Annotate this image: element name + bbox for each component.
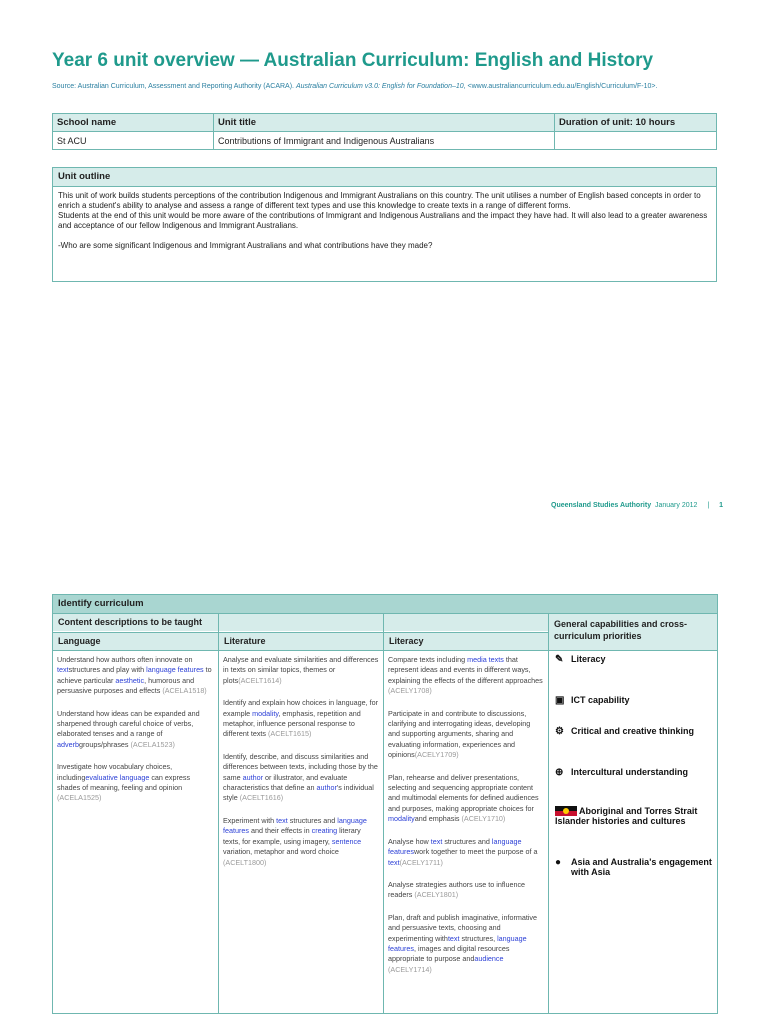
source-suffix: , <www.australiancurriculum.edu.au/English/Curriculum/F-10>.: [463, 83, 658, 90]
general-capabilities-column: [548, 614, 717, 1013]
literature-column-header: Literature: [219, 632, 383, 651]
unit-outline-body: [53, 187, 716, 255]
language-column-body: [53, 651, 218, 820]
outline-paragraph-1: This unit of work builds students perceptions of the contribution Indigenous and Immigrant Australians on this country. The unit utilises a number of English based concepts in order to enrich a student's ability to analyse and assess a range of different text types and use this knowledge to create texts in a range of different forms.: [58, 191, 701, 210]
unit-outline-box: [52, 167, 717, 282]
curriculum-columns: [53, 614, 717, 1013]
language-column-header: Language: [53, 632, 218, 651]
capability-label: ICT capability: [571, 695, 630, 705]
intercultural-icon: ⊕: [555, 767, 564, 778]
capability-literacy: [555, 654, 713, 665]
curriculum-table: [52, 594, 718, 1014]
page-title: Year 6 unit overview — Australian Curriculum: English and History: [52, 50, 654, 71]
outline-paragraph-2: Students at the end of this unit would be more aware of the contributions of Immigrant and Indigenous Australians and the impact they have had. It will also lead to a greater awareness and acceptance of our fellow Indigenous and Immigrant Australians.: [58, 211, 708, 230]
literacy-item: Compare texts including media texts that represent ideas and events in different ways, explaining the effects of the different approaches (ACELY1708): [388, 655, 543, 696]
info-value-row: [53, 132, 717, 150]
info-header-row: [53, 114, 717, 132]
unit-title-value: Contributions of Immigrant and Indigenous Australians: [214, 132, 555, 150]
literature-item: Identify and explain how choices in language, for example modality, emphasis, repetition and metaphor, influence personal response to different texts (ACELT1615): [223, 698, 379, 739]
footer-separator: |: [707, 502, 710, 509]
literature-item: Identify, describe, and discuss similarities and differences between texts, including those by the same author or illustrator, and evaluate characteristics that define an author's individual style (ACELT1616): [223, 751, 378, 803]
source-prefix: Source: Australian Curriculum, Assessment and Reporting Authority (ACARA).: [52, 83, 296, 90]
literature-column-body: [219, 651, 383, 884]
literacy-item: Plan, draft and publish imaginative, informative and persuasive texts, choosing and experimenting withtext structures, language features, images and digital resources appropriate to purpose andaudience (ACELY1714): [388, 912, 538, 974]
capability-label: Aboriginal and Torres Strait Islander histories and cultures: [555, 806, 698, 826]
capability-ict: [555, 695, 713, 706]
language-item: Understand how authors often innovate on textstructures and play with language features to achieve particular aesthetic, humorous and persuasive purposes and effects (ACELA1518): [57, 655, 212, 696]
capability-label: Asia and Australia's engagement with Asia: [571, 857, 712, 877]
page-footer: [551, 502, 723, 509]
school-name-header: School name: [53, 114, 214, 132]
unit-title-header: Unit title: [214, 114, 555, 132]
literacy-item: Participate in and contribute to discussions, clarifying and interrogating ideas, developing and supporting arguments, sharing and evaluating information, experiences and opinions(ACELY1709): [388, 708, 531, 760]
ict-icon: ▣: [555, 695, 565, 706]
duration-header: Duration of unit: 10 hours: [555, 114, 717, 132]
literature-item: Experiment with text structures and language features and their effects in creating literary texts, for example, using imagery, sentence variation, metaphor and word choice (ACELT1800): [223, 815, 367, 867]
capability-asia: [555, 857, 713, 877]
literacy-item: Plan, rehearse and deliver presentations, selecting and sequencing appropriate content and multimodal elements for defined audiences and purposes, making appropriate choices for modalityand emphasis (ACELY1710): [388, 772, 539, 824]
footer-date: January 2012: [654, 502, 698, 509]
capability-label: Intercultural understanding: [571, 767, 689, 777]
capability-label: Literacy: [571, 654, 606, 664]
language-column: [53, 614, 218, 1013]
literacy-item: Analyse strategies authors use to influence readers (ACELY1801): [388, 879, 526, 900]
footer-org: Queensland Studies Authority: [551, 502, 652, 509]
asia-icon: ●: [555, 857, 562, 868]
school-name-value: St ACU: [53, 132, 214, 150]
unit-info-table: [52, 113, 717, 150]
capability-critical-thinking: [555, 726, 713, 737]
literacy-column-body: [384, 651, 548, 991]
language-item: Investigate how vocabulary choices, includingevaluative language can express shades of meaning, feeling and opinion (ACELA1525): [57, 762, 191, 803]
duration-value: [555, 132, 717, 150]
literacy-column-header: Literacy: [384, 632, 548, 651]
literature-item: Analyse and evaluate similarities and differences in texts on similar topics, themes or plots(ACELT1614): [223, 655, 379, 685]
literacy-item: Analyse how text structures and language featureswork together to meet the purpose of a text(ACELY1711): [388, 836, 538, 867]
literacy-column: [383, 614, 548, 1013]
general-capabilities-header: General capabilities and cross-curriculum priorities: [549, 614, 717, 651]
capability-label: Critical and creative thinking: [571, 726, 695, 736]
capability-intercultural: [555, 767, 713, 778]
literacy-icon: ✎: [555, 654, 564, 665]
critical-thinking-icon: ⚙: [555, 726, 564, 737]
capability-aboriginal: [555, 806, 713, 826]
content-descriptions-heading: Content descriptions to be taught: [53, 614, 550, 631]
literature-column: [218, 614, 383, 1013]
unit-outline-heading: Unit outline: [53, 168, 716, 187]
source-italic: Australian Curriculum v3.0: English for Foundation–10: [295, 83, 464, 90]
footer-page-number: 1: [719, 502, 724, 509]
curriculum-title: Identify curriculum: [53, 595, 717, 614]
source-citation: [52, 83, 657, 90]
aboriginal-flag-icon: [555, 806, 577, 816]
outline-question: -Who are some significant Indigenous and Immigrant Australians and what contributions have they made?: [58, 241, 433, 250]
language-item: Understand how ideas can be expanded and sharpened through careful choice of verbs, elaborated tenses and a range of adverbgroups/phrases (ACELA1523): [57, 708, 200, 749]
